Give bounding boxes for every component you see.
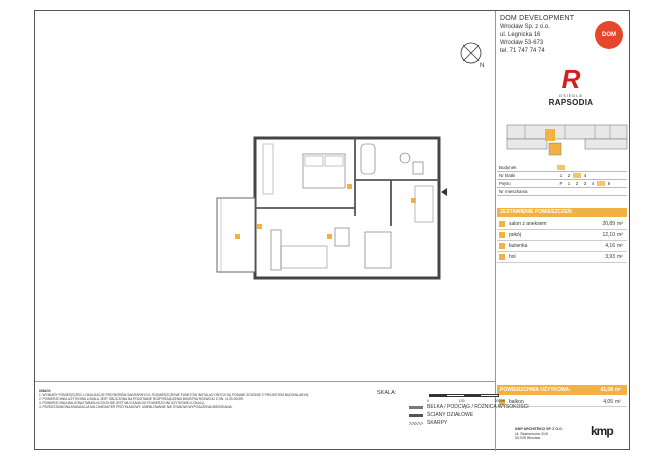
room-area: 3,93 <box>605 254 615 260</box>
info-row-budynek <box>497 164 627 172</box>
panel-divider <box>495 11 496 451</box>
scale-tick: 100 <box>458 399 465 403</box>
room-unit: m² <box>617 221 623 227</box>
scale-label: SKALA: <box>377 390 397 396</box>
company-phone: tel. 71 747 74 74 <box>500 48 545 54</box>
legend-item <box>409 419 529 427</box>
note-item: 1. WYMIARY POMIESZCZEŃ, LOKALIZACJE PRZYBORÓW SANITARNYCH, ROZMIESZCZENIE PUNKTÓW INSTALACYJNYCH SĄ PODANE ZGODNIE Z PROJEKTEM BUDOWLANYM. <box>39 393 310 397</box>
room-marker <box>327 234 332 239</box>
company-line2: Wrocław Sp. z o.o. <box>500 24 550 30</box>
contact-block <box>500 15 574 55</box>
total-area-bar <box>497 385 627 395</box>
architect-street: Ul. Skarbowców 31/6 <box>515 431 548 436</box>
info-table <box>497 164 627 196</box>
room-area: 20,89 <box>602 221 615 227</box>
scale-bar <box>429 394 499 397</box>
floor-plan-drawing <box>215 136 455 286</box>
total-area-label: POWIERZCHNIA UŻYTKOWA: <box>500 387 571 393</box>
kmp-logo: kmp <box>591 424 613 438</box>
balcony-area: 4,05 <box>603 398 613 405</box>
room-swatch <box>499 232 505 238</box>
info-row-mieszkanie <box>497 188 627 196</box>
info-pietro-cell: 2 <box>575 181 579 186</box>
info-pietro-cell: 6 <box>607 181 611 186</box>
room-marker <box>257 224 262 229</box>
legend-item <box>409 411 529 419</box>
room-name: pokój <box>509 232 521 238</box>
room-unit: m² <box>617 254 623 260</box>
legend-label: BELKA / PODCIĄG / RÓŻNICA WYSOKOŚCI <box>427 404 529 410</box>
legend-key-beam <box>409 406 423 409</box>
company-name: DOM DEVELOPMENT <box>500 15 575 22</box>
info-klatka-cell: 1 <box>559 173 563 178</box>
architect-name: KMP ARCHITEKCI SP. Z O.O. <box>515 427 563 431</box>
balcony-name: balkon <box>509 398 524 405</box>
room-row <box>497 230 627 241</box>
info-klatka-label: Nr klatki <box>499 173 516 178</box>
balcony-unit: m² <box>615 398 621 405</box>
rapsodia-logo <box>541 65 601 115</box>
entrance-arrow-icon <box>441 188 447 196</box>
info-pietro-cell: P <box>559 181 563 186</box>
info-klatka-cell: 4 <box>583 173 587 178</box>
room-name: łazienka <box>509 243 528 249</box>
plan-sheet <box>34 10 630 450</box>
room-swatch <box>499 254 505 260</box>
company-street: ul. Legnicka 16 <box>500 32 541 38</box>
info-row-klatka <box>497 172 627 180</box>
legend-label: ŚCIANY DZIAŁOWE <box>427 412 474 418</box>
room-unit: m² <box>617 232 623 238</box>
rapsodia-logo-letter: R <box>561 64 581 94</box>
room-name: hol <box>509 254 516 260</box>
info-pietro-label: Piętro <box>499 181 511 186</box>
compass-north-label: N <box>480 63 485 67</box>
room-marker <box>347 184 352 189</box>
info-pietro-cell: 4 <box>591 181 595 186</box>
rooms-header: ZESTAWIENIE POMIESZCZEŃ: <box>497 208 627 217</box>
info-klatka-cell-selected <box>573 173 581 178</box>
legend <box>387 403 529 427</box>
room-area: 4,16 <box>605 243 615 249</box>
company-city: Wrocław 53-673 <box>500 40 544 46</box>
legend-key-slope <box>409 422 423 425</box>
notes-block <box>39 389 339 409</box>
compass-icon <box>459 41 485 67</box>
room-area: 12,10 <box>602 232 615 238</box>
rapsodia-name: RAPSODIA <box>548 98 594 107</box>
info-row-pietro <box>497 180 627 188</box>
info-budynek-label: Budynek <box>499 165 517 170</box>
room-marker <box>411 198 416 203</box>
info-pietro-cell-selected <box>597 181 605 186</box>
notes-divider <box>35 381 495 382</box>
room-marker <box>235 234 240 239</box>
note-item: 4. PRZEDSTAWIONA ARANŻACJA MA CHARAKTER PRZYKŁADOWY. UMEBLOWANIE NIE STANOWI WYPOSAŻENIA MIESZKANIA. <box>39 405 233 409</box>
rooms-list <box>497 219 627 263</box>
dom-logo: DOM <box>595 21 623 49</box>
architect-city: 53-025 Wrocław <box>515 436 541 440</box>
legend-item <box>409 403 529 411</box>
architect-block <box>515 427 563 441</box>
total-area-value: 41,08 <box>600 387 613 393</box>
room-swatch <box>499 243 505 249</box>
info-klatka-cell: 2 <box>567 173 571 178</box>
room-unit: m² <box>617 243 623 249</box>
room-swatch <box>499 221 505 227</box>
room-row <box>497 219 627 230</box>
legend-key-walls <box>409 414 423 417</box>
site-plan-thumbnail <box>505 121 629 161</box>
room-name: salon z aneksem <box>509 221 547 227</box>
info-budynek-marker <box>557 165 565 170</box>
scale-tick: 200cm <box>494 399 505 403</box>
rapsodia-osiedle: OSIEDLE <box>558 93 584 98</box>
room-row <box>497 241 627 252</box>
legend-label: SKARPY <box>427 420 448 426</box>
notes-title: UWAGI: <box>39 389 51 393</box>
total-area-unit: m² <box>615 387 622 393</box>
room-row <box>497 252 627 263</box>
scale-tick: 0 <box>427 399 429 403</box>
info-pietro-cell: 3 <box>583 181 587 186</box>
info-pietro-cell: 1 <box>567 181 571 186</box>
info-mieszkanie-label: Nr mieszkania <box>499 189 528 194</box>
note-item: 2. POWIERZCHNIA UŻYTKOWA LOKALU JEST OBLICZONA NA PODSTAWIE ROZPORZĄDZENIA MINISTRA ROZWOJU Z DN. 11.09.2020R. <box>39 397 244 401</box>
note-item: 3. POWIERZCHNIA BALKONU/TARASU/LOGGII NIE JEST WLICZANA DO POWIERZCHNI UŻYTKOWEJ LOKALU. <box>39 401 205 405</box>
